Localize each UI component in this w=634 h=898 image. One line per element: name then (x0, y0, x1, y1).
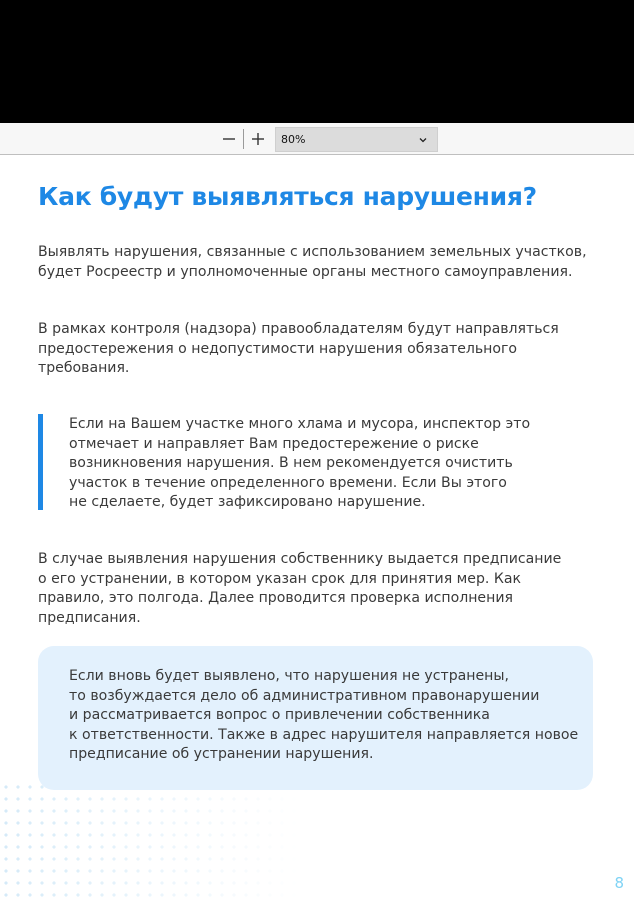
text-line: то возбуждается дело об административном правонарушении (69, 687, 540, 704)
pdf-toolbar (0, 123, 634, 155)
zoom-level-select[interactable] (275, 127, 438, 152)
page-number: 8 (614, 874, 624, 892)
document-page (0, 156, 634, 898)
text-line: правило, это полгода. Далее проводится проверка исполнения (38, 590, 513, 606)
text-line: и рассматривается вопрос о привлечении собственника (69, 707, 490, 723)
text-line: участок в течение определенного времени. Если Вы этого (69, 474, 507, 491)
text-line: Если на Вашем участке много хлама и мусора, инспектор это (69, 416, 531, 432)
text-line: отмечает и направляет Вам предостережение о риске (69, 435, 479, 452)
chevron-down-icon (418, 135, 428, 145)
text-line: требования. (38, 360, 130, 376)
decorative-dot-pattern (0, 781, 300, 898)
text-line: В рамках контроля (надзора) правообладателям будут направляться (38, 321, 559, 337)
text-line: о его устранении, в котором указан срок для принятия мер. Как (38, 570, 522, 587)
text-line: предостережения о недопустимости нарушения обязательного (38, 340, 518, 357)
text-line: возникновения нарушения. В нем рекомендуется очистить (69, 455, 513, 471)
text-line: Если вновь будет выявлено, что нарушения не устранены, (69, 668, 510, 684)
example-quote (38, 414, 558, 510)
text-line: предписание об устранении нарушения. (69, 746, 374, 762)
top-black-bar (0, 0, 634, 123)
toolbar-separator (243, 129, 244, 149)
text-line: не сделаете, будет зафиксировано нарушение. (69, 494, 426, 510)
text-line: Выявлять нарушения, связанные с использованием земельных участков, (38, 244, 587, 260)
text-line: В случае выявления нарушения собственнику выдается предписание (38, 551, 562, 567)
paragraph-detection (38, 243, 598, 282)
zoom-in-button[interactable] (248, 129, 268, 149)
text-line: будет Росреестр и уполномоченные органы местного самоуправления. (38, 263, 573, 280)
plus-icon (251, 132, 265, 146)
text-line: предписания. (38, 609, 141, 626)
info-callout (38, 646, 593, 790)
paragraph-warnings (38, 320, 598, 379)
paragraph-prescription (38, 550, 598, 628)
zoom-out-button[interactable] (219, 129, 239, 149)
zoom-level-value: 80% (281, 133, 306, 146)
minus-icon (222, 132, 236, 146)
text-line: к ответственности. Также в адрес нарушителя направляется новое (69, 726, 579, 743)
page-title: Как будут выявляться нарушения? (38, 182, 537, 211)
